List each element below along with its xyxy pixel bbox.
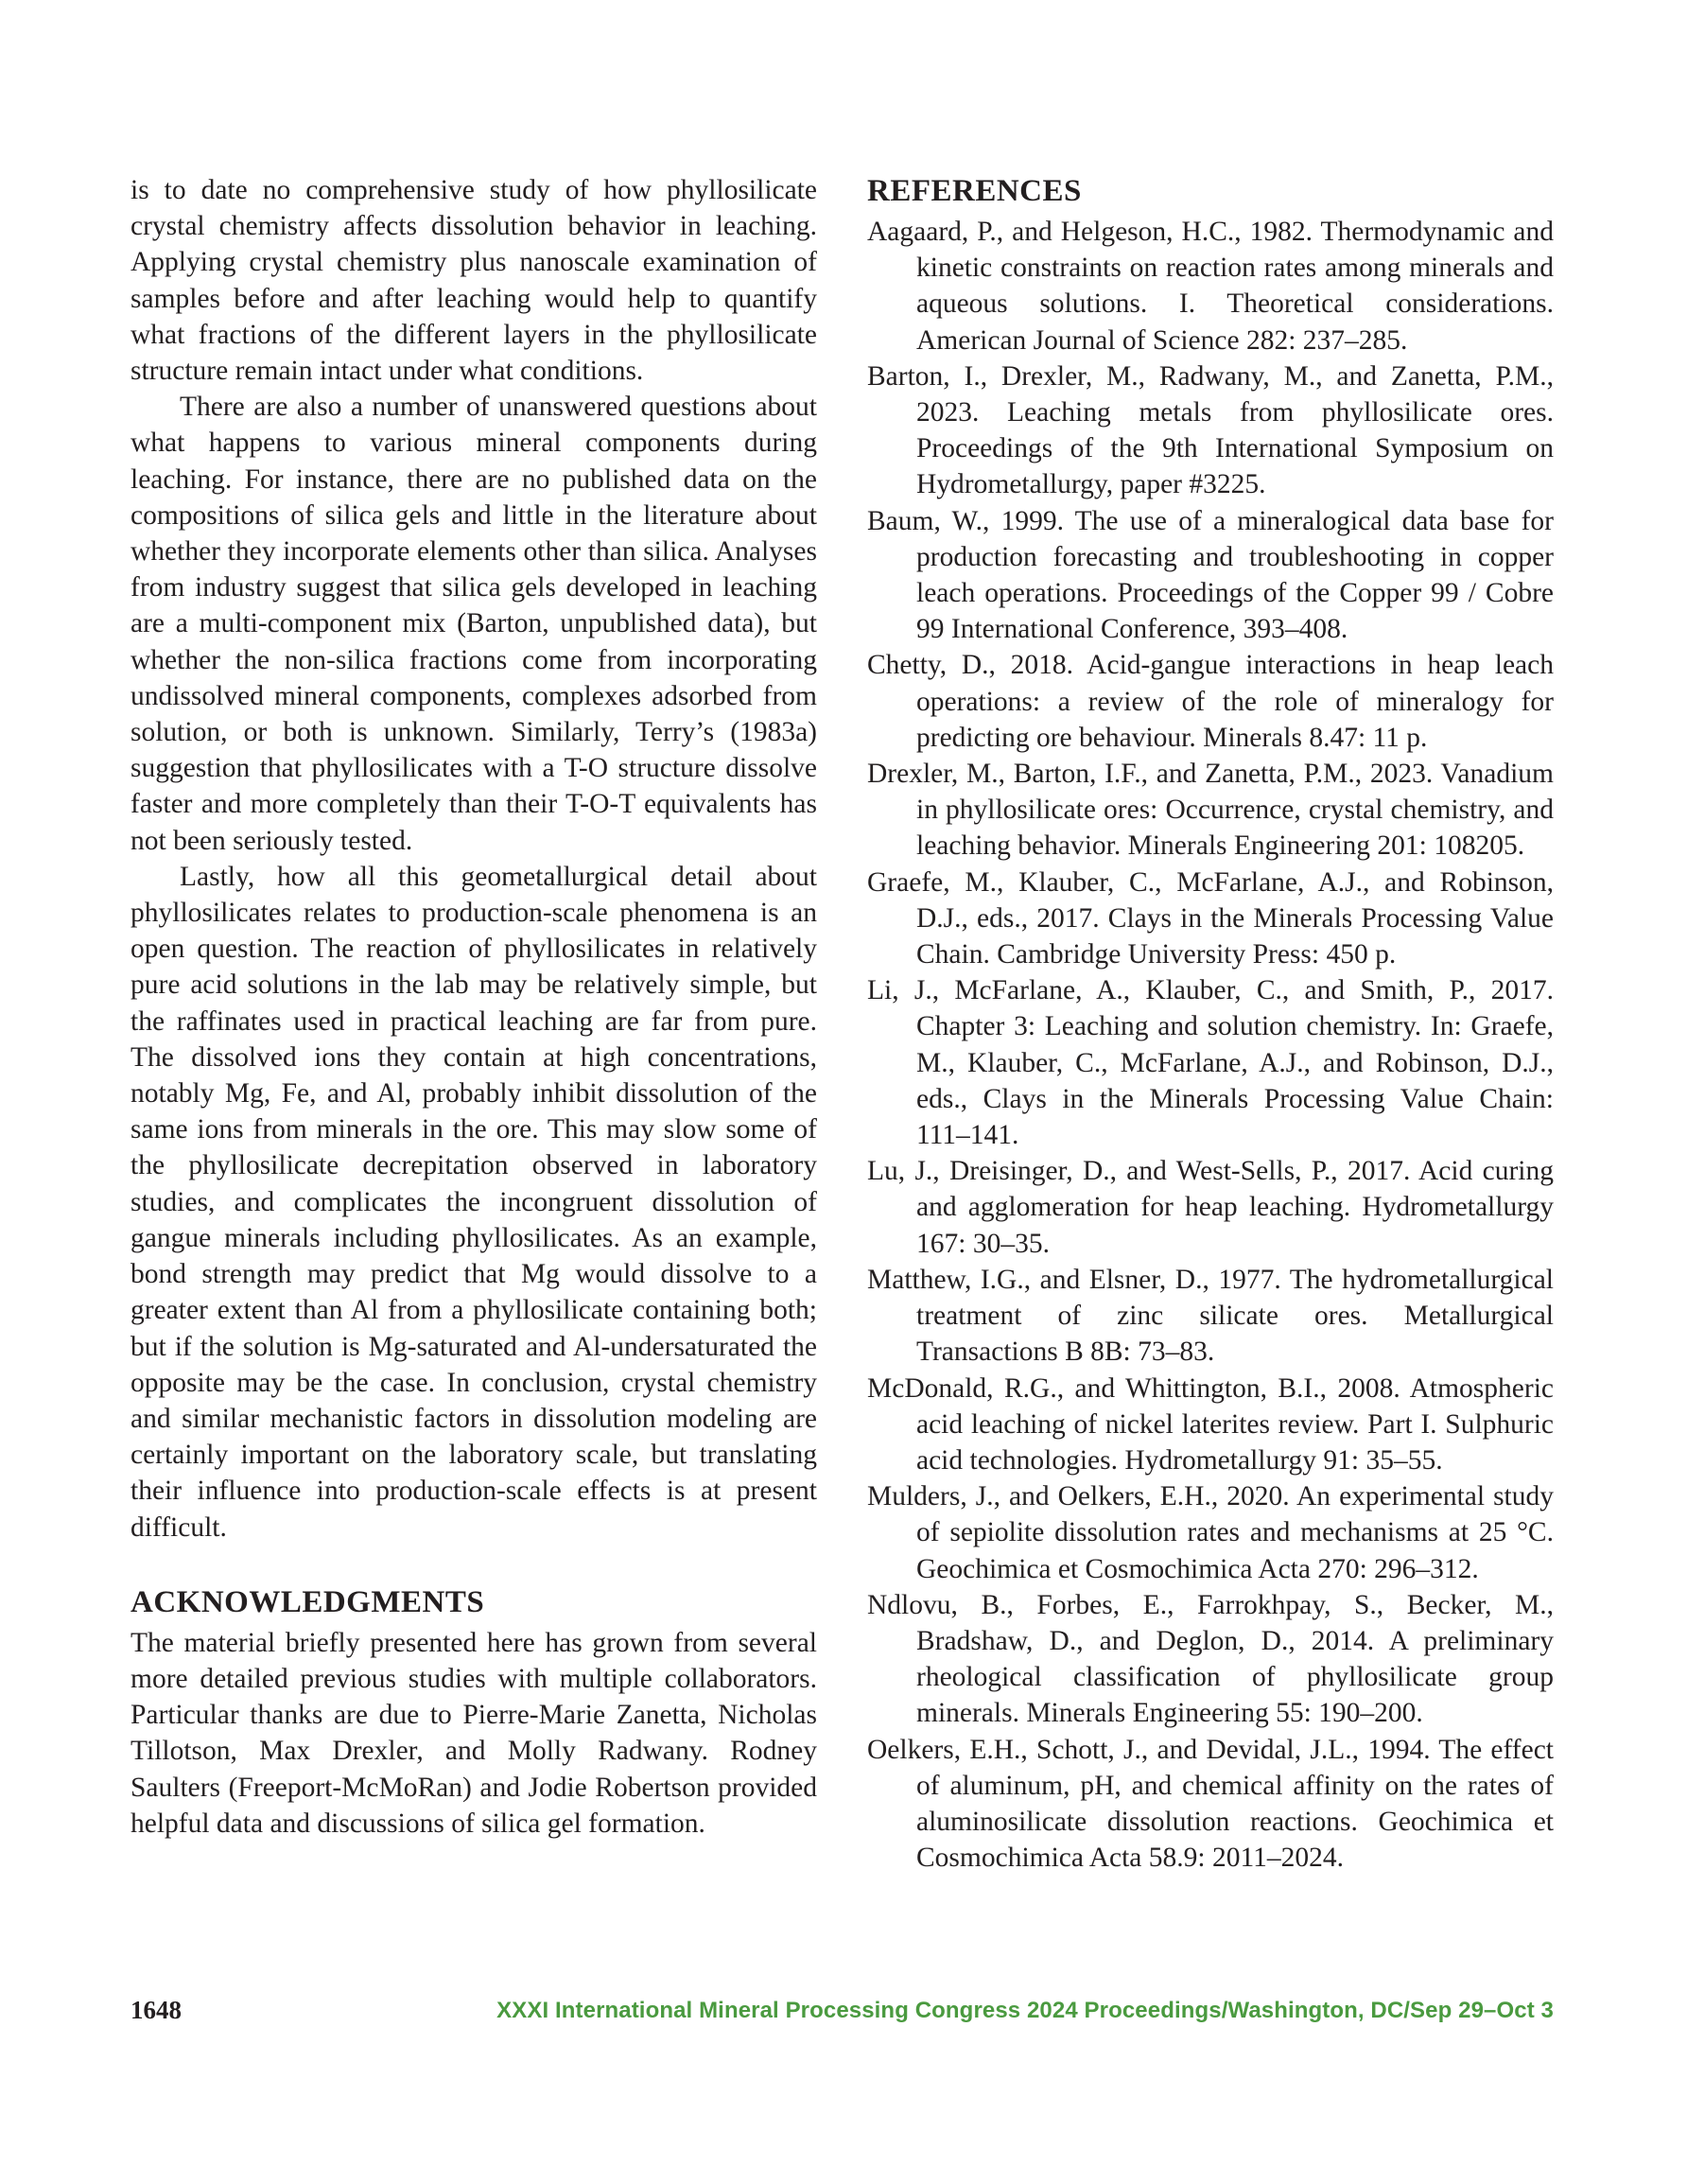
reference-entry: Baum, W., 1999. The use of a mineralogical data base for production forecasting and troubleshooting in copper leach operations. Proceedings of the Copper 99 / Cobre 99 International Conference, 393–408. <box>867 505 1554 645</box>
body-paragraph: is to date no comprehensive study of how phyllosilicate crystal chemistry affects dissolution behavior in leaching. Applying crystal chemistry plus nanoscale examination of samples before and after leaching would help to quantify what fractions of the different layers in the phyllosilicate structure remain intact under what conditions. <box>130 175 817 387</box>
reference-entry: Matthew, I.G., and Elsner, D., 1977. The hydrometallurgical treatment of zinc silicate ores. Metallurgical Transactions B 8B: 73–83. <box>867 1264 1554 1368</box>
body-paragraph: There are also a number of unanswered questions about what happens to various mineral components during leaching. For instance, there are no published data on the compositions of silica gels and little in the literature about whether they incorporate elements other than silica. Analyses from industry suggest that silica gels developed in leaching are a multi-component mix (Barton, unpublished data), but whether the non-silica fractions come from incorporating undissolved mineral components, complexes adsorbed from solution, or both is unknown. Similarly, Terry’s (1983a) suggestion that phyllosilicates with a T-O structure dissolve faster and more completely than their T-O-T equivalents has not been seriously tested. <box>130 392 817 856</box>
reference-entry: Chetty, D., 2018. Acid-gangue interactions in heap leach operations: a review of the role of mineralogy for predicting ore behaviour. Minerals 8.47: 11 p. <box>867 650 1554 753</box>
reference-entry: Barton, I., Drexler, M., Radwany, M., and Zanetta, P.M., 2023. Leaching metals from phyllosilicate ores. Proceedings of the 9th International Symposium on Hydrometallurgy, paper #3225. <box>867 360 1554 500</box>
running-footer: XXXI International Mineral Processing Congress 2024 Proceedings/Washington, DC/Sep 29–Oct 3 <box>496 1998 1554 2023</box>
reference-entry: Lu, J., Dreisinger, D., and West-Sells, P., 2017. Acid curing and agglomeration for heap leaching. Hydrometallurgy 167: 30–35. <box>867 1156 1554 1259</box>
page-number: 1648 <box>130 1996 182 2024</box>
reference-entry: Graefe, M., Klauber, C., McFarlane, A.J., and Robinson, D.J., eds., 2017. Clays in the Minerals Processing Value Chain. Cambridge University Press: 450 p. <box>867 866 1554 970</box>
page-footer <box>130 1996 1554 2034</box>
reference-entry: Aagaard, P., and Helgeson, H.C., 1982. Thermodynamic and kinetic constraints on reaction rates among minerals and aqueous solutions. I. Theoretical considerations. American Journal of Science 282: 237–285. <box>867 217 1554 356</box>
body-paragraph: Lastly, how all this geometallurgical detail about phyllosilicates relates to production-scale phenomena is an open question. The reaction of phyllosilicates in relatively pure acid solutions in the lab may be relatively simple, but the raffinates used in practical leaching are far from pure. The dissolved ions they contain at high concentrations, notably Mg, Fe, and Al, probably inhibit dissolution of the same ions from minerals in the ore. This may slow some of the phyllosilicate decrepitation observed in laboratory studies, and complicates the incongruent dissolution of gangue minerals including phyllosilicates. As an example, bond strength may predict that Mg would dissolve to a greater extent than Al from a phyllosilicate containing both; but if the solution is Mg-saturated and Al-undersaturated the opposite may be the case. In conclusion, crystal chemistry and similar mechanistic factors in dissolution modeling are certainly important on the laboratory scale, but translating their influence into production-scale effects is at present difficult. <box>130 861 817 1543</box>
references-heading: REFERENCES <box>867 174 1082 208</box>
reference-entry: Drexler, M., Barton, I.F., and Zanetta, P.M., 2023. Vanadium in phyllosilicate ores: Occurrence, crystal chemistry, and leaching behavior. Minerals Engineering 201: 108205. <box>867 759 1554 862</box>
reference-entry: Oelkers, E.H., Schott, J., and Devidal, J.L., 1994. The effect of aluminum, pH, and chemical affinity on the rates of aluminosilicate dissolution reactions. Geochimica et Cosmochimica Acta 58.9: 2011–2024. <box>867 1734 1554 1874</box>
reference-entry: McDonald, R.G., and Whittington, B.I., 2008. Atmospheric acid leaching of nickel laterites review. Part I. Sulphuric acid technologies. Hydrometallurgy 91: 35–55. <box>867 1372 1554 1476</box>
reference-list <box>867 214 1554 1876</box>
acknowledgments-text: The material briefly presented here has grown from several more detailed previous studies with multiple collaborators. Particular thanks are due to Pierre-Marie Zanetta, Nicholas Tillotson, Max Drexler, and Molly Radwany. Rodney Saulters (Freeport-McMoRan) and Jodie Robertson provided helpful data and discussions of silica gel formation. <box>130 1627 817 1839</box>
reference-entry: Ndlovu, B., Forbes, E., Farrokhpay, S., Becker, M., Bradshaw, D., and Deglon, D., 2014. A preliminary rheological classification of phyllosilicate group minerals. Minerals Engineering 55: 190–200. <box>867 1589 1554 1729</box>
right-column <box>867 172 1554 1876</box>
reference-entry: Li, J., McFarlane, A., Klauber, C., and Smith, P., 2017. Chapter 3: Leaching and solution chemistry. In: Graefe, M., Klauber, C., McFarlane, A.J., and Robinson, D.J., eds., Clays in the Minerals Processing Value Chain: 111–141. <box>867 975 1554 1151</box>
reference-entry: Mulders, J., and Oelkers, E.H., 2020. An experimental study of sepiolite dissolution rates and mechanisms at 25 °C. Geochimica et Cosmochimica Acta 270: 296–312. <box>867 1481 1554 1584</box>
left-column <box>130 172 817 1842</box>
acknowledgments-heading: ACKNOWLEDGMENTS <box>130 1584 485 1619</box>
